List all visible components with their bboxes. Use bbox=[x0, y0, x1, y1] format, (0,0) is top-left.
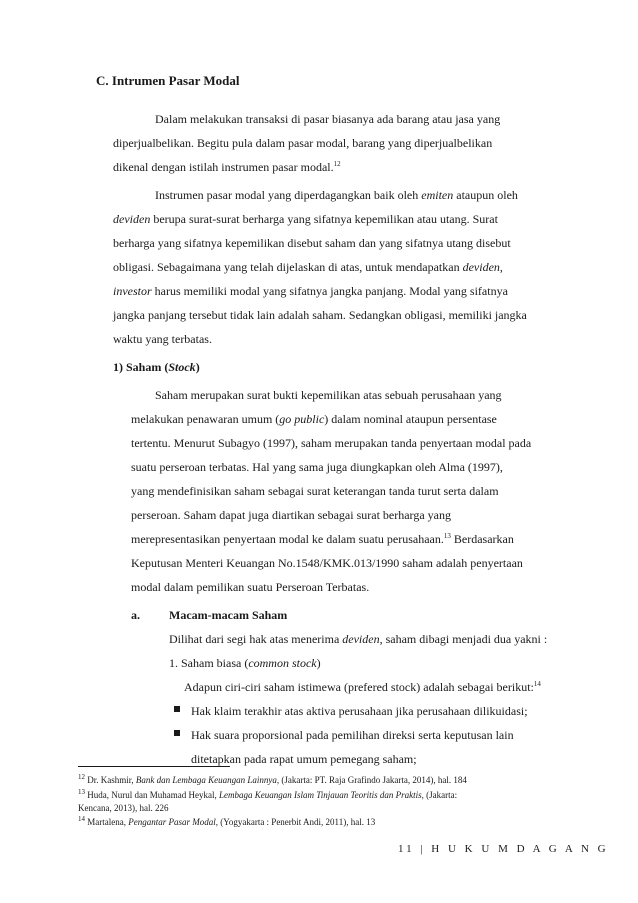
subheading-saham: 1) Saham (Stock) bbox=[113, 360, 200, 374]
p1-line-2: diperjualbelikan. Begitu pula dalam pasar modal, barang yang diperjualbelikan bbox=[113, 136, 493, 150]
p2-line-7: waktu yang terbatas. bbox=[113, 332, 212, 346]
bullet-square-icon bbox=[174, 730, 180, 736]
p3-line-5: yang mendefinisikan saham sebagai surat keterangan tanda turut serta dalam bbox=[131, 484, 499, 498]
p3-line-6: perseroan. Saham dapat juga diartikan sebagai surat berharga yang bbox=[131, 508, 451, 522]
footnote-13: $^{13}$ Huda, Nurul dan Muhamad Heykal, Lembaga Keuangan Islam Tinjauan Teoritis dan Praktis, (Jakarta: bbox=[78, 788, 458, 800]
bullet-item-2-continued: ditetapkan pada rapat umum pemegang saham; bbox=[191, 752, 417, 766]
p2-line-6: jangka panjang tersebut tidak lain adalah saham. Sedangkan obligasi, memiliki jangka bbox=[113, 308, 527, 322]
subheading-a-title: Macam-macam Saham bbox=[169, 608, 288, 622]
subheading-a-label: a. bbox=[131, 608, 140, 622]
p1-line-1: Dalam melakukan transaksi di pasar biasanya ada barang atau jasa yang bbox=[155, 112, 501, 126]
bullet-item-1: Hak klaim terakhir atas aktiva perusahaan jika perusahaan dilikuidasi; bbox=[191, 704, 528, 718]
p4-line-2: 1. Saham biasa (common stock) bbox=[169, 656, 321, 670]
footnote-13-continued: Kencana, 2013), hal. 226 bbox=[78, 803, 169, 813]
p3-line-9: modal dalam pemilikan suatu Perseroan Terbatas. bbox=[131, 580, 370, 594]
footnote-separator bbox=[78, 766, 230, 767]
p4-line-1: Dilihat dari segi hak atas menerima deviden, saham dibagi menjadi dua yakni : bbox=[169, 632, 548, 646]
p2-line-3: berharga yang sifatnya kepemilikan disebut saham dan yang sifatnya utang disebut bbox=[113, 236, 511, 250]
page-footer: 11 | H U K U M D A G A N G bbox=[398, 843, 609, 855]
p1-line-3: dikenal dengan istilah instrumen pasar modal.$^{12}$ bbox=[113, 160, 341, 174]
p4-line-3: Adapun ciri-ciri saham istimewa (prefered stock) adalah sebagai berikut:$^{14}$ bbox=[184, 680, 541, 694]
p3-line-3: tertentu. Menurut Subagyo (1997), saham merupakan tanda penyertaan modal pada bbox=[131, 436, 532, 450]
p3-line-8: Keputusan Menteri Keuangan No.1548/KMK.013/1990 saham adalah penyertaan bbox=[131, 556, 523, 570]
footnote-ref-12[interactable]: 12 bbox=[333, 160, 341, 168]
p2-line-4: obligasi. Sebagaimana yang telah dijelaskan di atas, untuk mendapatkan deviden, bbox=[113, 260, 503, 274]
section-heading: C. Intrumen Pasar Modal bbox=[96, 73, 240, 88]
p3-line-7: merepresentasikan penyertaan modal ke dalam suatu perusahaan.$^{13}$ Berdasarkan bbox=[131, 532, 514, 546]
footnote-14: $^{14}$ Martalena, Pengantar Pasar Modal, (Yogyakarta : Penerbit Andi, 2011), hal. 13 bbox=[78, 815, 376, 827]
footnote-ref-13[interactable]: 13 bbox=[443, 532, 451, 540]
p2-line-5: investor harus memiliki modal yang sifatnya jangka panjang. Modal yang sifatnya bbox=[113, 284, 508, 298]
p3-line-4: suatu perseroan terbatas. Hal yang sama juga diungkapkan oleh Alma (1997), bbox=[131, 460, 503, 474]
p3-line-2: melakukan penawaran umum (go public) dalam nominal ataupun persentase bbox=[131, 412, 497, 426]
footnote-ref-14[interactable]: 14 bbox=[533, 680, 541, 688]
bullet-item-2: Hak suara proporsional pada pemilihan direksi serta keputusan lain bbox=[191, 728, 514, 742]
bullet-square-icon bbox=[174, 706, 180, 712]
p2-line-2: deviden berupa surat-surat berharga yang sifatnya kepemilikan atau utang. Surat bbox=[113, 212, 498, 226]
p3-line-1: Saham merupakan surat bukti kepemilikan atas sebuah perusahaan yang bbox=[155, 388, 502, 402]
footnote-12: $^{12}$ Dr. Kashmir, Bank dan Lembaga Keuangan Lainnya, (Jakarta: PT. Raja Grafindo Jakarta, 2014), hal. 184 bbox=[78, 773, 467, 785]
p2-line-1: Instrumen pasar modal yang diperdagangkan baik oleh emiten ataupun oleh bbox=[155, 188, 518, 202]
